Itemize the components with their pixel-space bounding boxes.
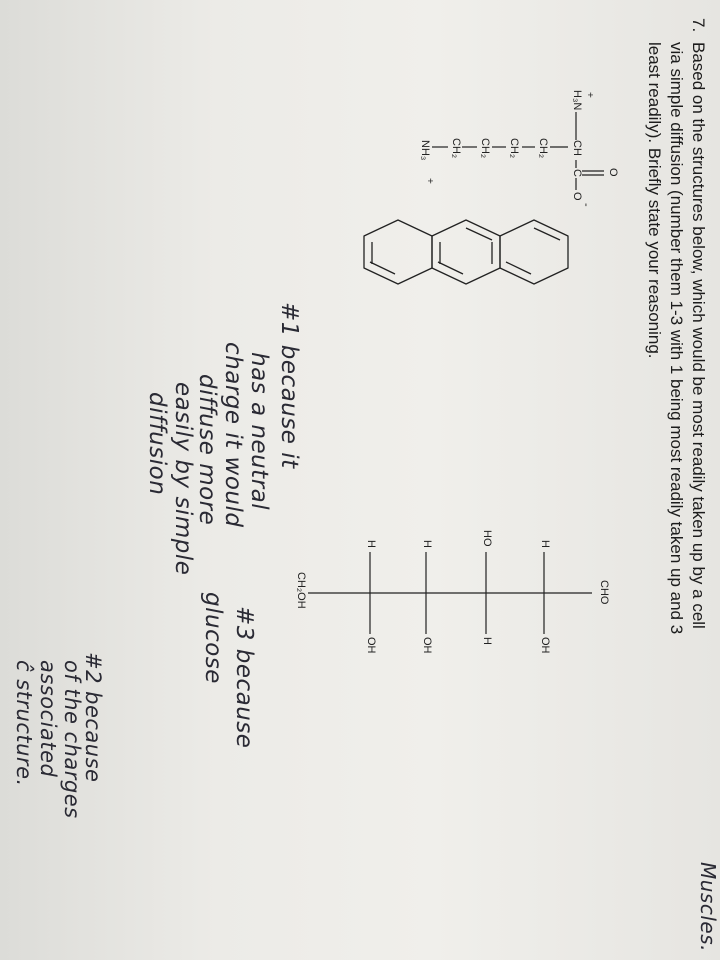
lysine-c: C xyxy=(571,169,583,177)
question-line-1: Based on the structures below, which would be most readily taken up by a cell xyxy=(689,42,708,629)
glucose-row4-left: H xyxy=(365,540,377,548)
answer-lysine-line-3: associated xyxy=(36,660,60,778)
lysine-ch2-4: CH₂ xyxy=(450,138,462,159)
glucose-row2-left: HO xyxy=(481,530,493,547)
lysine-nh3: NH₃ xyxy=(419,140,431,161)
question-number: 7. xyxy=(689,18,708,33)
answer-anthracene-line-3: charge it would xyxy=(220,342,246,528)
lysine-o-top: O xyxy=(607,168,619,177)
answer-glucose-line-1: #3 because xyxy=(231,606,257,749)
lysine-ch: CH xyxy=(571,140,583,156)
glucose-row1-left: H xyxy=(539,540,551,548)
glucose-cho: CHO xyxy=(598,580,610,605)
lysine-charge-o: - xyxy=(580,203,592,207)
glucose-ch2oh: CH₂OH xyxy=(295,572,307,609)
glucose-row4-right: OH xyxy=(365,637,377,654)
answer-anthracene-line-1: #1 because it xyxy=(276,302,302,469)
answer-lysine-line-4: ĉ structure. xyxy=(12,660,36,787)
answer-anthracene-line-6: diffusion xyxy=(144,392,170,496)
answer-anthracene-line-5: easily by simple xyxy=(170,382,196,576)
glucose-row2-right: H xyxy=(481,637,493,645)
lysine-charge-n: + xyxy=(584,92,595,98)
lysine-ch2-2: CH₂ xyxy=(508,138,520,159)
glucose-row3-right: OH xyxy=(421,637,433,654)
answer-lysine-line-2: of the charges xyxy=(60,660,84,819)
answer-glucose-line-2: glucose xyxy=(200,592,226,684)
lysine-h3n: H₃N xyxy=(571,90,583,111)
answer-anthracene-line-4: diffuse more xyxy=(194,374,220,526)
lysine-ch2-1: CH₂ xyxy=(537,138,549,159)
answer-lysine-line-1: #2 because xyxy=(81,652,105,783)
answer-anthracene-line-2: has a neutral xyxy=(246,352,272,511)
lysine-o-right: O xyxy=(571,192,583,201)
glucose-row3-left: H xyxy=(421,540,433,548)
corner-note: Muscles. xyxy=(696,862,720,952)
question-line-3: least readily). Briefly state your reasoning. xyxy=(645,42,664,359)
lysine-ch2-3: CH₂ xyxy=(479,138,491,159)
glucose-row1-right: OH xyxy=(539,637,551,654)
question-line-2: via simple diffusion (number them 1-3 with 1 being most readily taken up and 3 xyxy=(667,42,686,635)
lysine-charge-nh3: + xyxy=(424,178,435,184)
